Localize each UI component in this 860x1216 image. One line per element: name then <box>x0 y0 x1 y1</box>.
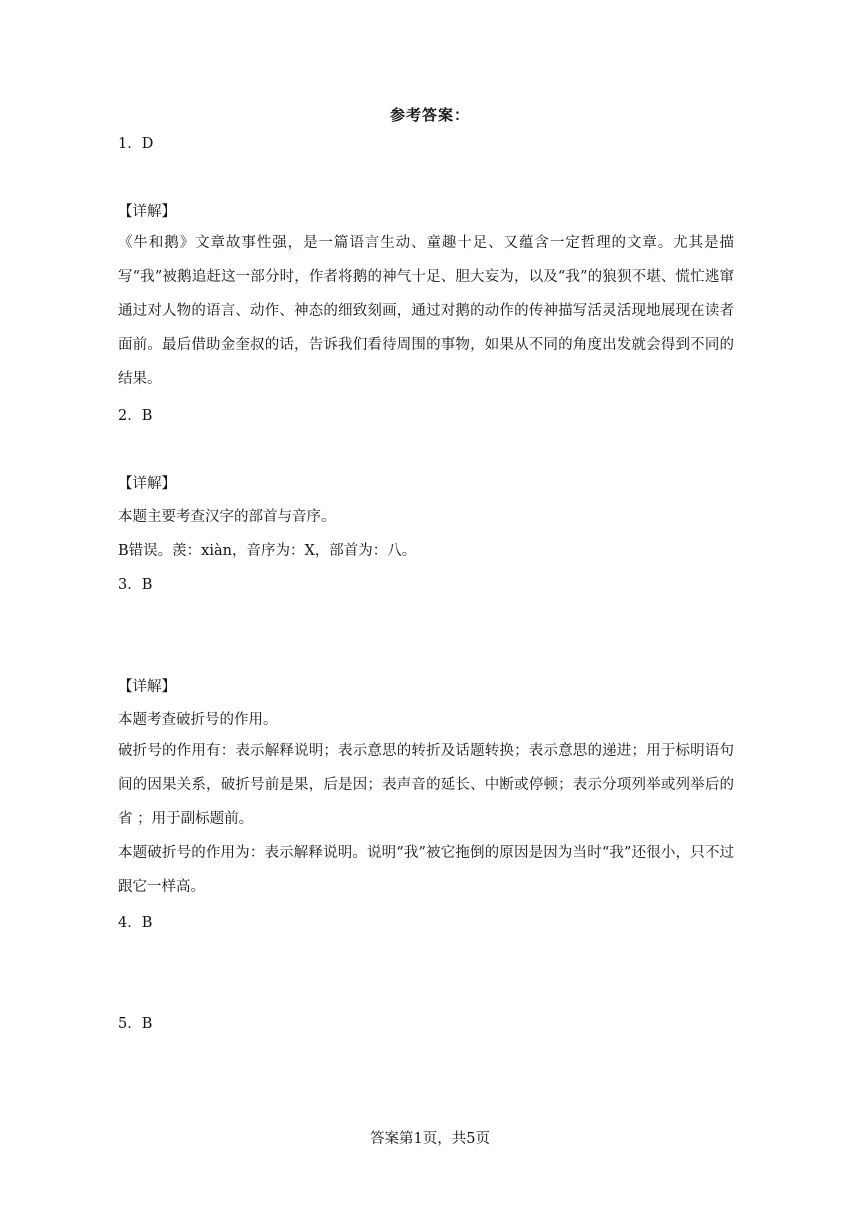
detail-heading-3: 【详解】 <box>118 679 176 695</box>
answer-1: 1．D <box>118 136 154 152</box>
detail-paragraph-1: 《牛和鹅》文章故事性强，是一篇语言生动、童趣十足、又蕴含一定哲理的文章。尤其是描写“我”被鹅追赶这一部分时，作者将鹅的神气十足、胆大妄为，以及“我”的狼狈不堪、慌忙逃窜通过对人物的语言、动作、神态的细致刻画，通过对鹅的动作的传神描写活灵活现地展现在读者面前。最后借助金奎叔的话，告诉我们看待周围的事物，如果从不同的角度出发就会得到不同的结果。 <box>118 235 734 387</box>
detail-heading-2: 【详解】 <box>118 476 176 492</box>
detail-paragraph-2b: B错误。羡：xiàn，音序为：X，部首为：八。 <box>118 543 417 559</box>
answer-2: 2．B <box>118 408 153 424</box>
answer-5: 5．B <box>118 1016 153 1032</box>
detail-paragraph-3c: 本题破折号的作用为：表示解释说明。说明“我”被它拖倒的原因是因为当时“我”还很小，只不过跟它一样高。 <box>118 845 734 895</box>
detail-paragraph-3b: 破折号的作用有：表示解释说明；表示意思的转折及话题转换；表示意思的递进；用于标明语句间的因果关系，破折号前是果，后是因；表声音的延长、中断或停顿；表示分项列举或列举后的省 ；用于副标题前。 <box>118 743 734 827</box>
page-title: 参考答案： <box>389 106 470 124</box>
answer-4: 4．B <box>118 915 153 931</box>
detail-heading-1: 【详解】 <box>118 204 176 220</box>
answer-3: 3．B <box>118 577 153 593</box>
detail-paragraph-3a: 本题考查破折号的作用。 <box>118 712 278 728</box>
page-footer: 答案第1页，共5页 <box>370 1131 490 1147</box>
detail-paragraph-2a: 本题主要考查汉字的部首与音序。 <box>118 509 336 525</box>
